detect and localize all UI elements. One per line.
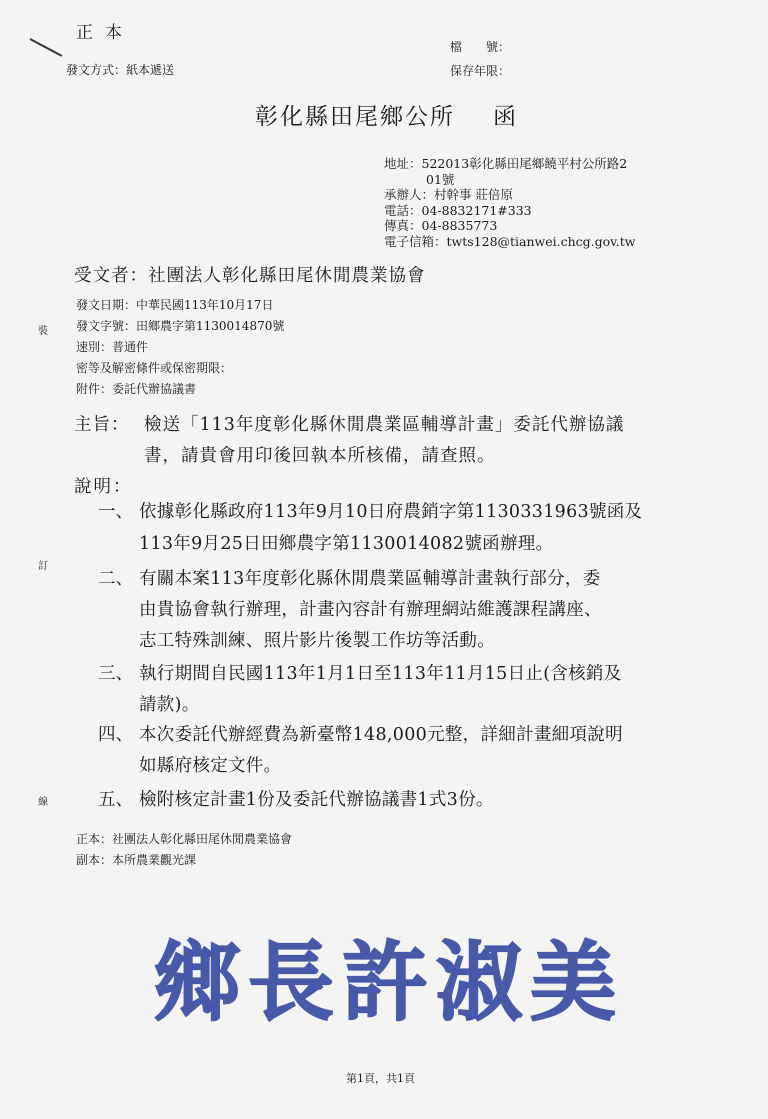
original-recipient: 正本：社團法人彰化縣田尾休閒農業協會 (76, 832, 293, 846)
handler: 承辦人：村幹事 莊倍原 (384, 187, 513, 202)
doc-number: 發文字號：田鄉農字第1130014870號 (76, 319, 285, 333)
address-line-cont: 01號 (426, 171, 455, 187)
signature-stamp (148, 922, 628, 1032)
item-number: 二、 (98, 569, 133, 589)
attachment: 附件：委託代辦協議書 (76, 382, 197, 396)
fax: 傳真：04-8835773 (384, 218, 498, 233)
item-number: 五、 (98, 790, 133, 810)
agency-name: 彰化縣田尾鄉公所 (255, 104, 455, 130)
signature-text: 鄉長許淑美 (154, 932, 624, 1032)
issue-date: 發文日期：中華民國113年10月17日 (76, 298, 274, 312)
subject-line: 檢送「113年度彰化縣休閒農業區輔導計畫」委託代辦協議 (144, 415, 625, 435)
subject-label: 主旨： (74, 415, 130, 435)
copy-recipient: 副本：本所農業觀光課 (76, 853, 197, 867)
copy-type-mark: 正本 (76, 23, 134, 43)
item-line: 依據彰化縣政府113年9月10日府農銷字第1130331963號函及 (139, 502, 643, 522)
phone: 電話：04-8832171#333 (384, 202, 532, 218)
item-line: 檢附核定計畫1份及委託代辦協議書1式3份。 (139, 790, 494, 810)
item-line: 執行期間自民國113年1月1日至113年11月15日止(含核銷及 (139, 664, 622, 684)
letter-title (255, 98, 518, 131)
secrecy-level: 密等及解密條件或保密期限： (76, 361, 233, 375)
item-number: 一、 (98, 502, 133, 522)
file-number: 檔 號： (450, 40, 511, 54)
item-line: 志工特殊訓練、照片影片後製工作坊等活動。 (139, 631, 495, 651)
doc-type: 函 (493, 104, 518, 130)
delivery-speed: 速別：普通件 (76, 340, 149, 354)
pen-stroke (30, 38, 63, 57)
binding-mark: 裝 (38, 326, 48, 337)
subject-line: 書，請貴會用印後回執本所核備，請查照。 (144, 446, 496, 466)
email: 電子信箱：twts128@tianwei.chcg.gov.tw (384, 233, 636, 249)
retention-period: 保存年限： (450, 64, 511, 78)
item-line: 有關本案113年度彰化縣休閒農業區輔導計畫執行部分，委 (139, 569, 601, 589)
contact-block (384, 156, 714, 249)
item-line: 113年9月25日田鄉農字第1130014082號函辦理。 (139, 534, 554, 554)
item-number: 四、 (98, 725, 133, 745)
item-line: 請款)。 (139, 695, 200, 715)
explanation-label: 說明： (74, 477, 133, 497)
page-number: 第1頁，共1頁 (346, 1072, 415, 1085)
item-line: 如縣府核定文件。 (139, 756, 282, 776)
address-line: 地址：522013彰化縣田尾鄉饒平村公所路2 (384, 156, 628, 171)
recipient: 受文者：社團法人彰化縣田尾休閒農業協會 (74, 266, 426, 286)
item-number: 三、 (98, 664, 133, 684)
item-line: 本次委託代辦經費為新臺幣148,000元整，詳細計畫細項說明 (139, 725, 623, 745)
binding-mark: 訂 (38, 561, 48, 572)
item-line: 由貴協會執行辦理，計畫內容計有辦理網站維護課程講座、 (139, 600, 602, 620)
binding-mark: 線 (38, 797, 48, 808)
send-method: 發文方式：紙本遞送 (66, 63, 175, 77)
